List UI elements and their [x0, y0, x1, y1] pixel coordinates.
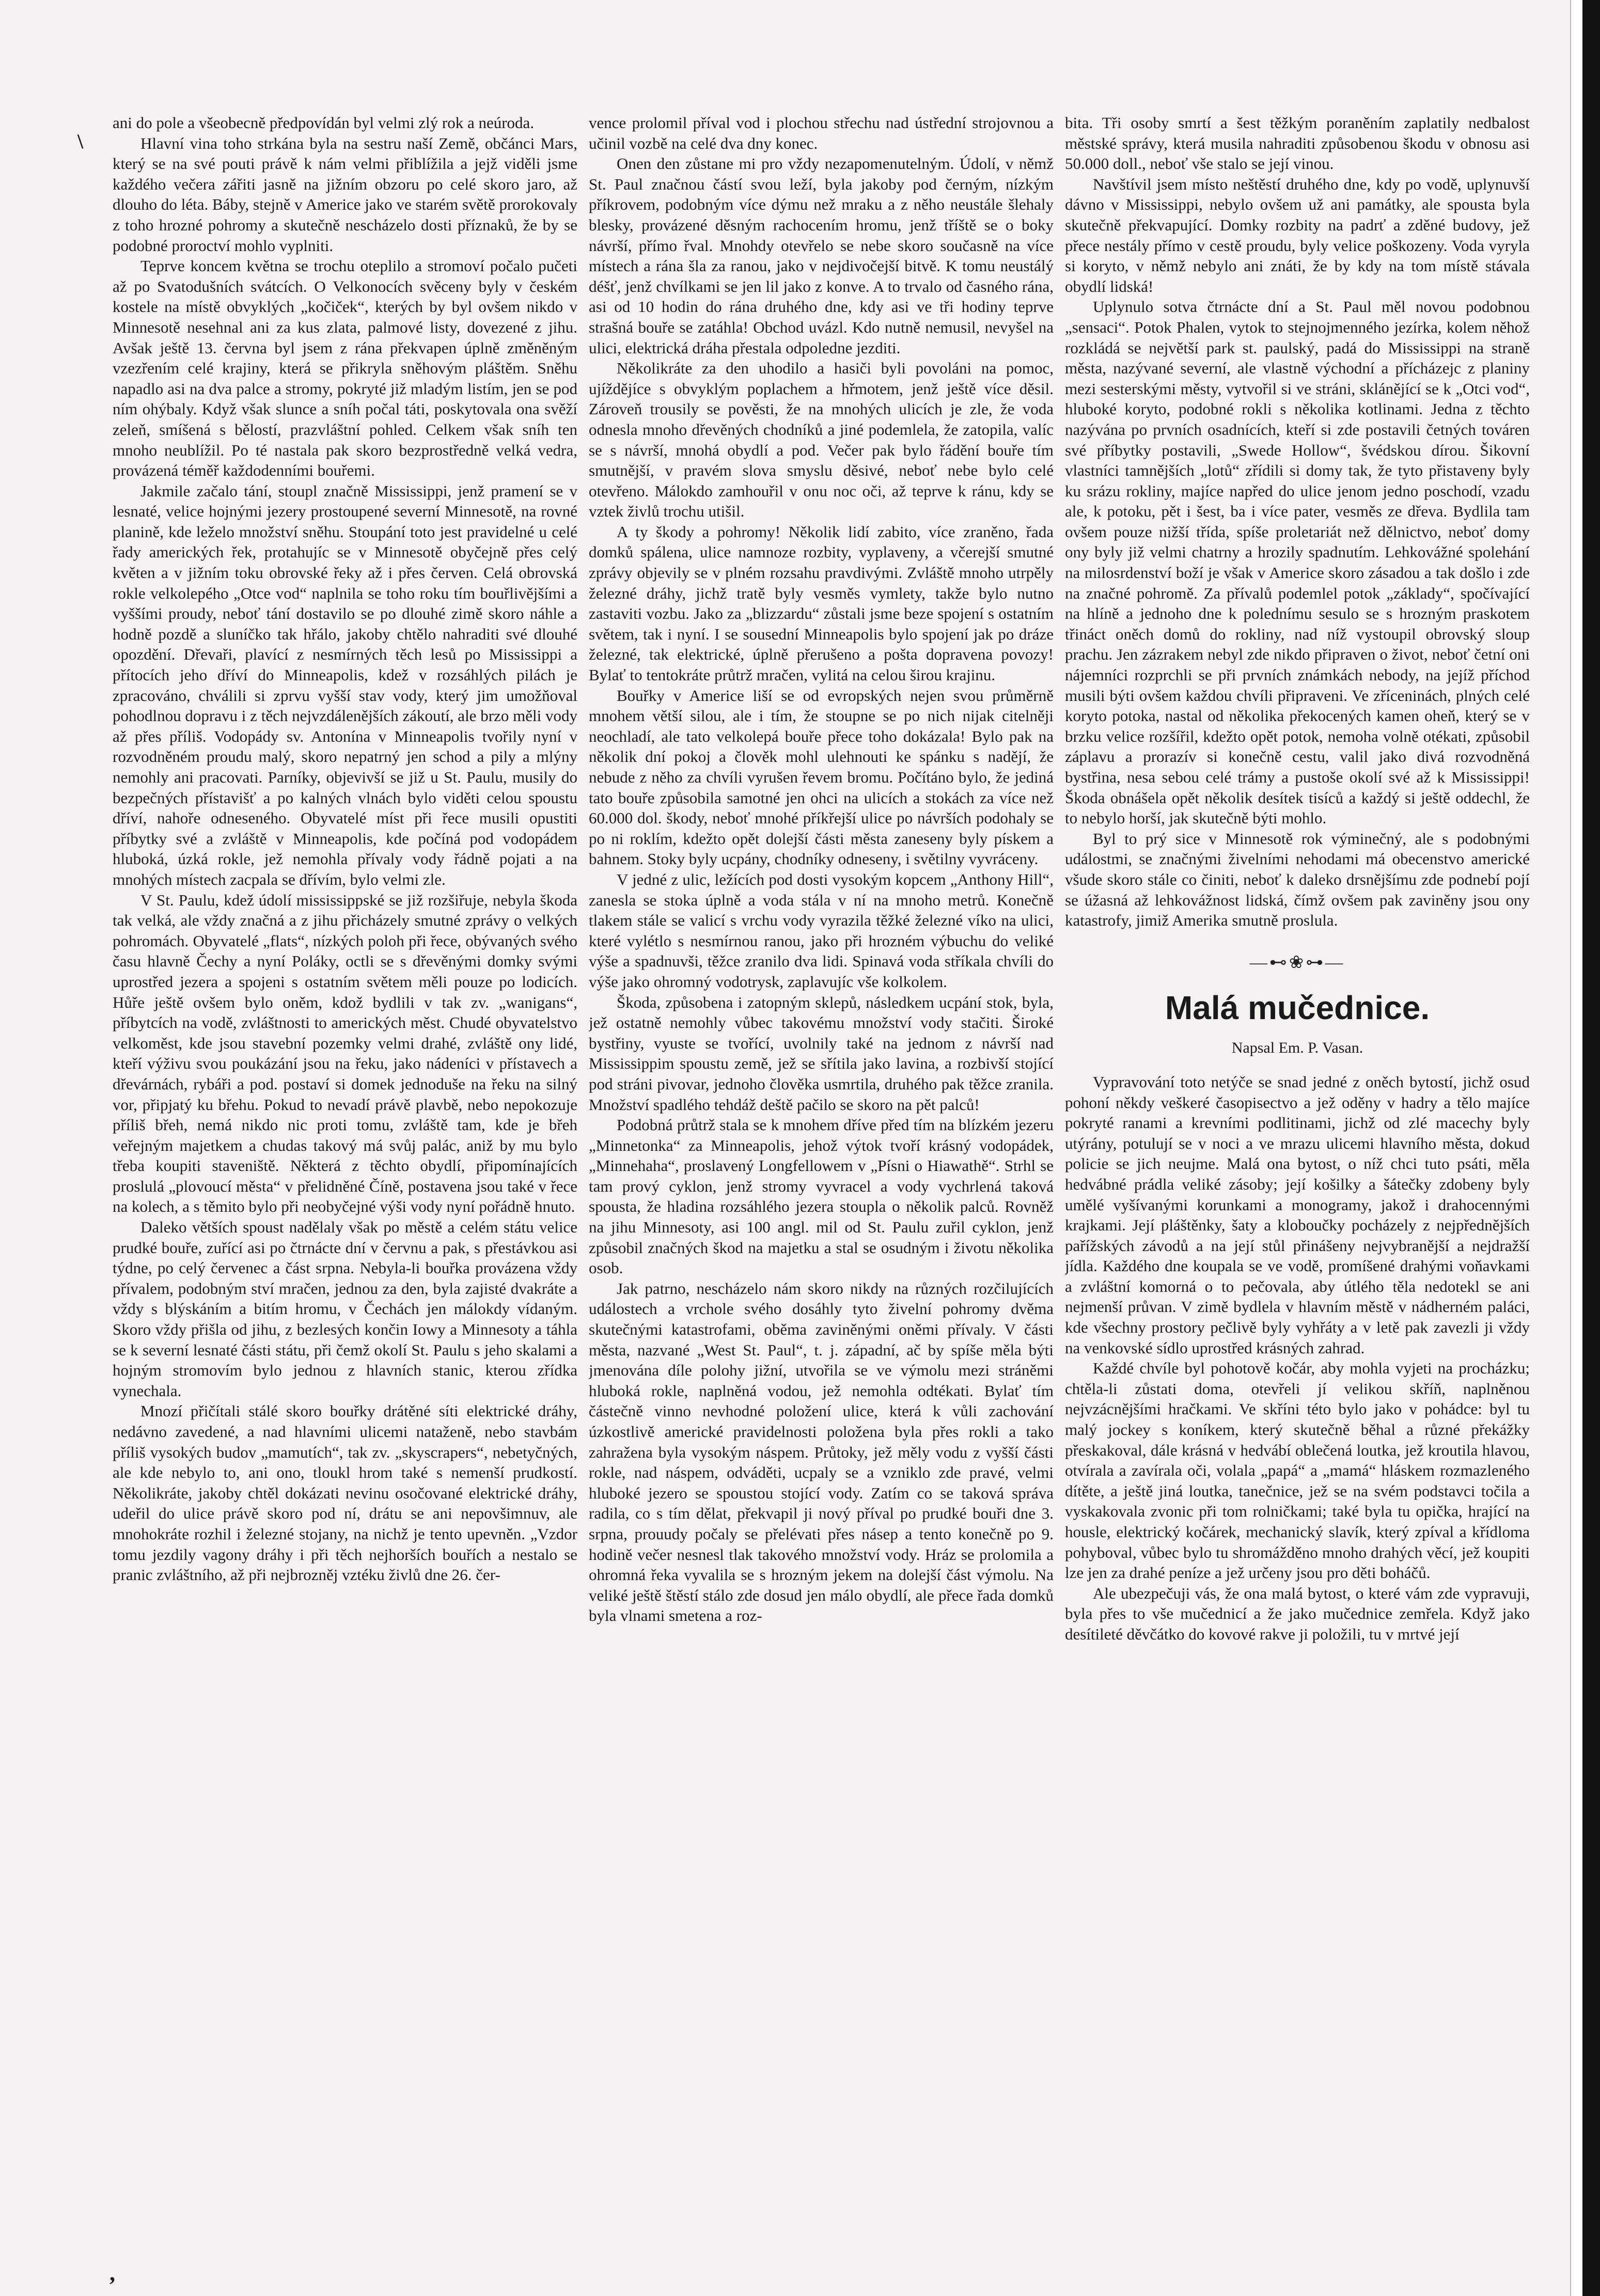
paragraph: vence prolomil příval vod i plochou střechu nad ústřední strojovnou a učinil vozbě na celé dva dny konec.: [589, 114, 1054, 152]
column-middle: [589, 113, 1054, 2246]
paragraph: Navštívil jsem místo neštěstí druhého dne, kdy po vodě, uplynuvší dávno v Mississippi, nebylo ovšem už ani památky, ale spousta byla skutečně překvapující. Domky rozbity na padrť a zděné budovy, jež přece nestály přímo v cestě proudu, byly velice poškozeny. Voda vyryla si koryto, v němž nebylo ani znáti, že by kdy na tom místě stávala obydlí lidská!: [1065, 175, 1530, 295]
paragraph: Mnozí přičítali stálé skoro bouřky drátěné síti elektrické dráhy, nedávno zavedené, a nad hlavními ulicemi nataženě, nebo stavbám příliš vysokých budov „mamutích“, tak zv. „skyscrapers“, nebetyčných, ale kde nebylo to, ani ono, tloukl hrom také s nemenší prudkostí. Několikráte, jakoby chtěl dokázati nevinu osočované elektrické dráhy, udeřil do ulice právě skoro pod ní, drátu se ani nepovšimnuv, ale mnohokráte rozhil i železné stojany, na nichž je tento upevněn. „Vzdor tomu jezdily vagony dráhy i při těch nejhorších bouřích a nestalo se pranic zvláštního, až při nejbrozněj vztéku živlů dne 26. čer-: [113, 1402, 577, 1584]
right-column-body: [1065, 113, 1530, 931]
paragraph: bita. Tři osoby smrtí a šest těžkým poraněním zaplatily nedbalost městské správy, která musila nahraditi způsobenou škodu v obnosu asi 50.000 doll., neboť vše stalo se její vinou.: [1065, 114, 1530, 173]
paragraph: V jedné z ulic, ležících pod dosti vysokým kopcem „Anthony Hill“, zanesla se stoka úplně a voda stála v ní na mnoho metrů. Konečně tlakem stále se valicí s vrchu vody vyrazila těžké železné víko na ulici, které vylétlo s nesmírnou ranou, jako při hrozném výbuchu do veliké výše a spadnuvši, těžce zranilo dva lidi. Spinavá voda stříkala chvíli do výše jako ohromný vodotrysk, zaplavujíc vše kolkolem.: [589, 870, 1054, 991]
paragraph: Podobná průtrž stala se k mnohem dříve před tím na blízkém jezeru „Minnetonka“ za Minneapolis, jehož výtok tvoří krásný vodopádek, „Minnehaha“, proslavený Longfellowem v „Písni o Hiawathě“. Strhl se tam prový cyklon, jenž stromy vyvracel a vody vychrlená taková spousta, že hladina rozsáhlého jezera stoupla o několik palců. Rovněž na jihu Minnesoty, asi 100 angl. mil od St. Paulu zuřil cyklon, jenž způsobil značných škod na majetku a stal se osudným i životu několika osob.: [589, 1116, 1054, 1277]
paragraph: Byl to prý sice v Minnesotě rok výminečný, ale s podobnými událostmi, se značnými živelními nehodami má obecenstvo americké všude skoro stále co činiti, neboť k daleko drsnějšímu zde podnebí pojí se úžasná až lehkovážnost lidská, čímž ovšem pak zaviněny jsou ony katastrofy, jimiž Amerika smutně proslula.: [1065, 829, 1530, 930]
paragraph: A ty škody a pohromy! Několik lidí zabito, více zraněno, řada domků spálena, ulice namnoze rozbity, vyplaveny, a včerejší smutné zprávy objevily se v plném rozsahu pravdivými. Zvláště mnoho utrpěly železné dráhy, jichž tratě byly vesměs vymlety, takže bylo nutno zastaviti vozbu. Jako za „blizzardu“ zůstali jsme beze spojení s ostatním světem, tak i nyní. I se sousední Minneapolis bylo spojení jak po dráze železné, tak elektrické, úplně přerušeno a pošta dopravena povozy! Bylať to tentokráte průtrž mračen, vylitá na celou širou krajinu.: [589, 522, 1054, 684]
margin-mark: \: [77, 130, 84, 153]
paragraph: Škoda, způsobena i zatopným sklepů, následkem ucpání stok, byla, jež ostatně nemohly vůbec takovému množství vody stačiti. Široké bystřiny, vyuste se tvořící, uvolnily také na jednom z návrší nad Mississippim spoustu země, jež se sřítila jako lavina, a rozbivší stojící pod stráni pivovar, jednoho člověka usmrtila, druhého pak těžce zranila. Množství spadlého tehdáž deště pačilo se skoro na pět palců!: [589, 993, 1054, 1114]
article-title: Malá mučednice.: [1165, 989, 1430, 1027]
paragraph: Daleko větších spoust nadělaly však po městě a celém státu velice prudké bouře, zuřící asi po čtrnácte dní v červnu a pak, s přestávkou asi týdne, po celý červenec a část srpna. Nebyla-li bouřka provázena vždy přívalem, podobným ství mračen, jednou za den, byla zajisté dvakráte a vždy s blýskáním a bitím hromu, v Čechách jen málokdy vídaným. Skoro vždy přišla od jihu, z bezlesých končin Iowy a Minnesoty a táhla se k severní lesnaté části státu, při čemž okolí St. Paulu s jeho skalami a hojným stromovím bylo jednou z hlavních stanic, kterou zřídka vynechala.: [113, 1218, 577, 1400]
paragraph: Teprve koncem května se trochu oteplilo a stromoví počalo pučeti až po Svatodušních svátcích. O Velkonocích svěceny byly v českém kostele na místě obvyklých „kočiček“, kterých by byl ovšem nikdo v Minnesotě nesehnal ani za kus zlata, palmové listy, dovezené z jihu. Avšak ještě 13. června byl jsem z rána překvapen úplně změněným vzezřením celé krajiny, která se přikryla sněhovým pláštěm. Sněhu napadlo asi na dva palce a stromy, pokryté již mladým listím, jen se pod ním ohýbaly. Když však slunce a sníh počal táti, poskytovala ona svěží zeleň, smíšená s bělostí, prazvláštní pohled. Celkem však sníh ten mnoho neublížil. Po té nastala pak skoro bezprostředně velká vedra, provázená téměř každodenními bouřemi.: [113, 257, 577, 480]
paragraph: Jakmile začalo tání, stoupl značně Mississippi, jenž pramení se v lesnaté, velice hojnými jezery prostoupené severní Minnesotě, na rovné planině, kde leželo množství sněhu. Stoupání toto jest pravidelné u celé řady amerických řek, protahujíc se v Minnesotě obyčejně přes celý květen a v jižním toku obrovské řeky až i přes červen. Celá obrovská rokle velkolepého „Otce vod“ naplnila se toho roku tím bouřlivějšími a vyššími proudy, neboť tání dostavilo se po dlouhé zimě skoro náhle a hodně pozdě a sluníčko tak hřálo, jakoby chtělo nahraditi své dlouhé opozdění. Dřevaři, plavící z nesmírných těch lesů po Mississippi a přítocích jeho dříví do Minneapolis, kdež v rozsáhlých pilách je zpracováno, chválili si zprvu vyšší stav vody, který jim umožňoval pohodlnou dopravu i z těch nejvzdálenějších zákoutí, ale brzo měli vody až přes příliš. Vodopády sv. Antonína v Minneapolis tvořily nyní v rozvodněném proudu malý, skoro nepatrný jen schod a pily a mlýny nemohly ani pracovati. Parníky, objevivší se již u St. Paulu, musily do bezpečných přístavišť a po kalných vlnách bylo viděti celou spoustu dříví, nahoře odneseného. Obyvatelé míst při řece musili opustiti příbytky své a zvláště v Minneapolis, kde počíná pod vodopádem hluboká, úzká rokle, jež nemohla přívaly vody řádně pojati a na mnohých místech zacpala se dřívím, bylo velmi zle.: [113, 481, 577, 888]
paragraph: Ale ubezpečuji vás, že ona malá bytost, o které vám zde vypravuji, byla přes to vše mučednicí a že jako mučednice zemřela. Když jako desítileté děvčátko do kovové rakve ji položili, tu v mrtvé její: [1065, 1584, 1530, 1643]
article-byline: Napsal Em. P. Vasan.: [1231, 1039, 1363, 1057]
margin-dot: ,: [109, 2260, 115, 2286]
article-body: [1065, 1072, 1530, 1645]
column-right: [1065, 113, 1530, 2246]
section-ornament: —⊷❀⊶—: [1249, 952, 1345, 972]
paragraph: Onen den zůstane mi pro vždy nezapomenutelným. Údolí, v němž St. Paul značnou částí svou leží, byla jakoby pod černým, nízkým příkrovem, podobným více dýmu než mraku a z něho neustále šlehaly blesky, provázené děsným rachocením hromu, jenž tříště se o boky návrší, přímo řval. Mnohdy otevřelo se nebe skoro současně na více místech a rána šla za ranou, jako v nejdivočejší bitvě. K tomu neustálý déšť, jenž chvílkami se jen lil jako z konve. A to trvalo od časného rána, asi od 10 hodin do rána druhého dne, kdy asi ve tři hodiny teprve strašná bouře se zatáhla! Obchod uvázl. Kdo nutně nemusil, nevyšel na ulici, elektrická dráha přestala odpoledne jezditi.: [589, 154, 1054, 357]
newspaper-columns: [113, 113, 1530, 2246]
paragraph: Několikráte za den uhodilo a hasiči byli povoláni na pomoc, ujíždějíce s obvyklým poplachem a hřmotem, jenž ještě více děsil. Zároveň trousily se pověsti, že na mnohých ulicích je zle, že voda odnesla mnoho dřevěných chodníků a jiné podemlela, že zatopila, valíc se s návrší, mnohá obydlí a pod. Večer pak bylo řádění bouře tím smutnější, v pravém slova smyslu děsivé, neboť nebe bylo celé otevřeno. Málokdo zamhouřil v onu noc oči, až teprve k ránu, kdy se vztek živlů trochu utišil.: [589, 359, 1054, 521]
page-edge-dark: [1582, 0, 1600, 2296]
paragraph: Vypravování toto netýče se snad jedné z oněch bytostí, jichž osud pohoní někdy veškeré časopisectvo a jež oděny v hadry a tělo majíce pokryté ranami a krevními podlitinami, jichž od zlé macechy byly utýrány, potulují se v noci a ve mrazu ulicemi hlavního města, dokud policie se jich neujme. Malá ona bytost, o níž chci tuto psáti, měla hedvábné prádla veliké zásoby; její košilky a šátečky zdobeny byly umělé vyšívanými korunkami a monogramy, jakož i drahocennými krajkami. Její pláštěnky, šaty a kloboučky pocházely z nejpřednějších pařížských závodů a na její stůl přinášeny nejvybranější a nejdražší jídla. Každého dne koupala se ve vodě, promíšené drahými voňavkami a zvláštní komorná o to pečovala, aby útlého těla nedotekl se ani nejmenší průvan. V zimě bydlela v hlavním městě v nádherném paláci, kde všechny prostory pečlivě byly vyhřáty a v letě pak zavezli ji vždy na venkovské sídlo uprostřed krásných zahrad.: [1065, 1072, 1530, 1357]
column-left: [113, 113, 577, 2246]
paragraph: ani do pole a všeobecně předpovídán byl velmi zlý rok a neúroda.: [113, 114, 535, 132]
paragraph: Bouřky v Americe liší se od evropských nejen svou průměrně mnohem větší silou, ale i tím, že stoupne se po nich nijak citelněji neochladí, ale tato velkolepá bouře přece toho dokázala! Bylo pak na několik dní pokoj a člověk mohl ulehnouti ke spánku s nadějí, že nebude z něho za chvíli vyrušen řevem bromu. Počítáno bylo, že jediná tato bouře způsobila samotné jen ohci na ulicích a stokách za více než 60.000 dol. škody, neboť mnohé příkřejší ulice po návrších podohaly se po ni roklím, kdežto opět dolejší části města zaneseny byly pískem a bahnem. Stoky byly ucpány, chodníky odneseny, i světilny vyvráceny.: [589, 686, 1054, 868]
paragraph: Hlavní vina toho strkána byla na sestru naší Země, občánci Mars, který se na své pouti právě k nám velmi přiblížila a jejž viděli jsme každého večera zářiti jasně na jižním obzoru po celé skoro jaro, až dlouho do léta. Báby, stejně v Americe jako ve starém světě prorokovaly z toho hrozné pohromy a skutečně nescházelo dosti příznaků, že by se podobné proroctví mohlo vyplniti.: [113, 134, 577, 255]
paragraph: Každé chvíle byl pohotově kočár, aby mohla vyjeti na procházku; chtěla-li zůstati doma, otevřeli jí velikou skříň, naplněnou nejvzácnějšími hračkami. Ve skříni této bylo jako v pohádce: byl tu malý jockey s koníkem, který skutečně běhal a různé překážky přeskakoval, dále krásná v hedvábí oblečená loutka, jež kroutila hlavou, otvírala a zavírala oči, volala „papá“ a „mamá“ hláskem rozmazleného dítěte, a ještě jiná loutka, tanečnice, jež se na svém podstavci točila a vyskakovala zvonic při tom rolničkami; také byla tu opička, hrající na housle, elektrický kočárek, mechanický slavík, který zpíval a křídloma pohyboval, vůbec bylo tu shromážděno mnoho drahých věcí, jež koupiti lze jen za drahé peníze a jež určeny jsou pro děti boháčů.: [1065, 1359, 1530, 1582]
paragraph: V St. Paulu, kdež údolí mississippské se již rozšiřuje, nebyla škoda tak velká, ale vždy značná a z jihu přicházely smutné zprávy o velkých pohromách. Obyvatelé „flats“, nízkých poloh při řece, obývaných svého času hlavně Čechy a nyní Poláky, octli se s dřevěnými domky svými uprostřed jezera a spojeni s ostatním světem měli pouze po lodicích. Hůře ještě ovšem bylo oněm, kdož bydlili v tak zv. „wanigans“, příbytcích na vodě, zvláštnosti to amerických měst. Chudé obyvatelstvo velkoměst, kde jsou stavební pozemky velmi drahé, zvláště ony lidé, kteří výživu svou poukázání jsou na řeku, jako nádeníci v přístavech a dřevárnách, rybáři a pod. postaví si domek jednoduše na řeku na silný vor, připjatý ku břehu. Pokud to nevadí právě plavbě, nebo nepokozuje příliš břeh, nemá nikdo nic proti tomu, zvláště tam, kde je břeh veřejným majetkem a chudas takový má svůj palác, aniž by mu bylo třeba koupiti staveniště. Některá z těchto obydlí, připomínajících proslulá „plovoucí města“ v přelidněné Číně, postavena jsou také v řece na kolech, a s těmito bylo při neobyčejné výši vody nyní pořádně hnuto.: [113, 891, 577, 1216]
paragraph: Jak patrno, nescházelo nám skoro nikdy na různých rozčilujících událostech a vrchole svého dosáhly tyto živelní pohromy dvěma skutečnými katastrofami, oběma zaviněnými oněmi přívaly. V části města, nazvané „West St. Paul“, t. j. západní, ač by spíše měla býti jmenována díle polohy jižní, utvořila se ve výmolu mezi stráněmi hluboká rokle, naplněná vodou, jež nemohla odtékati. Bylať tím částečně vinno nevhodné položení ulice, která k vůli zachování úzkostlivě americké pravidelnosti položena byla přes rokli a tako zahražena byla vysokým náspem. Průtoky, jež měly vodu z vyšší části rokle, nad náspem, odváděti, ucpaly se a vzniklo zde pravé, velmi hluboké jezero se spoustou stojící vody. Zatím co se taková správa radila, co s tím dělat, překvapil ji nový příval po prudké bouři dne 3. srpna, prouudy počaly se přelévati přes násep a tento konečně po 9. hodině večer nesnesl tlak takového množství vody. Hráz se prolomila a ohromná řeka vyvalila se s hrozným jekem na dolejší část výmolu. Na veliké ještě štěstí stálo zde dosud jen málo obydlí, ale přece řada domků byla vlnami smetena a roz-: [589, 1279, 1054, 1625]
page-edge-light: [1570, 0, 1582, 2296]
paragraph: Uplynulo sotva čtrnácte dní a St. Paul měl novou podobnou „sensaci“. Potok Phalen, vytok to stejnojmenného jezírka, kolem něhož rozkládá se největší park st. paulský, padá do Mississippi na straně města, nazývané severní, ale vlastně východní a přícházejc z planiny mezi sesterskými městy, vytvořil si ve stráni, sklánějící se k „Otci vod“, hluboké koryto, podobné rokli s několika kotlinami. Jedna z těchto nazývána po prvních osadnících, kteří si zde postavili četných továren své příbytky postavili, „Swede Hollow“, švédskou dírou. Šikovní vlastníci tamnějších „lotů“ zřídili si domy tak, že tyto přistaveny byly ku srázu rokliny, majíce napřed do ulice jenom jedno poschodí, vzadu ale, k potoku, pět i šest, ba i více pater, vesměs ze dřeva. Bydlila tam ovšem pouze nižší třída, spíše proletariát než dělnictvo, neboť domy ony byly již velmi chatrny a hrozily spadnutím. Lehkovážné spolehání na milosrdenství boží je však v Americe skoro zásadou a tak došlo i zde na značné pohromě. Za přívalů podemlel potok „základy“, spočívající na hlíně a jednoho dne k polednímu sesulo se s hrozným praskotem třináct oněch domů do rokliny, nad níž vystoupil obrovský sloup prachu. Jen zázrakem nebyl zde nikdo připraven o život, neboť četní oni nájemníci rozprchli se při prvních známkách nebody, na jejíž příchod musili býti ovšem každou chvíli připraveni. Ve zříceninách, plných celé koryto potoka, nastal od několika překocených kamen oheň, který se v brzku velice rozšířil, kdežto opět potok, nemoha volně otékati, způsobil záplavu a prorazív si konečně cestu, valil jako divá rozvodněná bystřina, nesa sebou celé trámy a pustoše okolí své až k Mississippi! Škoda obnášela opět několik desítek tisíců a každý si ještě oddechl, že to nebylo horší, jak skutečně býti mohlo.: [1065, 298, 1530, 827]
